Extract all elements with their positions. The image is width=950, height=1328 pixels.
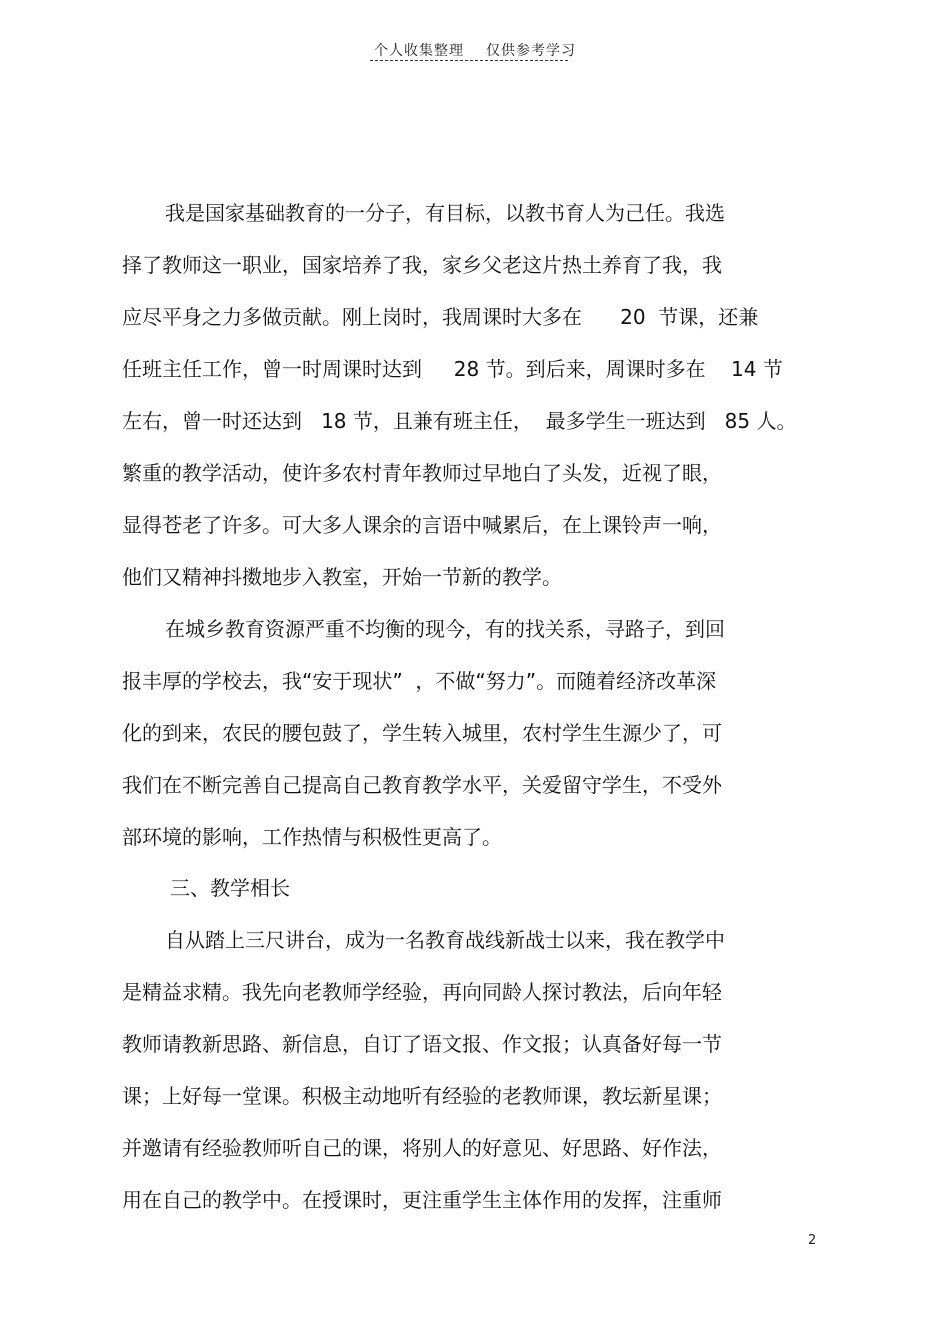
body-text-line: 是精益求精。我先向老教师学经验，再向同龄人探讨教法，后向年轻: [122, 980, 722, 1004]
page-number: 2: [808, 1233, 817, 1248]
section-heading: 三、教学相长: [170, 876, 290, 900]
body-text-line: 左右，曾一时还达到 18 节，且兼有班主任， 最多学生一班达到 85 人。: [122, 409, 797, 433]
body-text-line: 在城乡教育资源严重不均衡的现今，有的找关系，寻路子，到回: [165, 617, 725, 641]
header-divider: [370, 60, 568, 61]
body-text-line: 任班主任工作，曾一时周课时达到 28 节。到后来，周课时多在 14 节: [122, 357, 783, 381]
body-text-line: 教师请教新思路、新信息，自订了语文报、作文报；认真备好每一节: [122, 1032, 722, 1056]
body-text-line: 他们又精神抖擞地步入教室，开始一节新的教学。: [122, 565, 562, 589]
body-text-line: 应尽平身之力多做贡献。刚上岗时，我周课时大多在 20 节课，还兼: [122, 305, 759, 329]
page-header: [0, 40, 950, 60]
header-right-text: 仅供参考学习: [486, 43, 576, 59]
body-text-line: 择了教师这一职业，国家培养了我，家乡父老这片热土养育了我，我: [122, 253, 722, 277]
body-text-line: 显得苍老了许多。可大多人课余的言语中喊累后，在上课铃声一响，: [122, 513, 722, 537]
body-text-line: 并邀请有经验教师听自己的课，将别人的好意见、好思路、好作法，: [122, 1136, 722, 1160]
header-left-text: 个人收集整理: [374, 43, 464, 59]
body-text-line: 用在自己的教学中。在授课时，更注重学生主体作用的发挥，注重师: [122, 1188, 722, 1212]
body-text-line: 部环境的影响，工作热情与积极性更高了。: [122, 825, 502, 849]
body-text-line: 繁重的教学活动，使许多农村青年教师过早地白了头发，近视了眼，: [122, 461, 722, 485]
body-text-line: 报丰厚的学校去，我“安于现状” ，不做“努力”。而随着经济改革深: [122, 669, 717, 693]
body-text-line: 自从踏上三尺讲台，成为一名教育战线新战士以来，我在教学中: [165, 928, 725, 952]
body-text-line: 我是国家基础教育的一分子，有目标，以教书育人为己任。我选: [165, 201, 725, 225]
body-text-line: 化的到来，农民的腰包鼓了，学生转入城里，农村学生生源少了，可: [122, 721, 722, 745]
body-text-line: 我们在不断完善自己提高自己教育教学水平，关爱留守学生，不受外: [122, 773, 722, 797]
body-text-line: 课；上好每一堂课。积极主动地听有经验的老教师课，教坛新星课；: [122, 1084, 722, 1108]
